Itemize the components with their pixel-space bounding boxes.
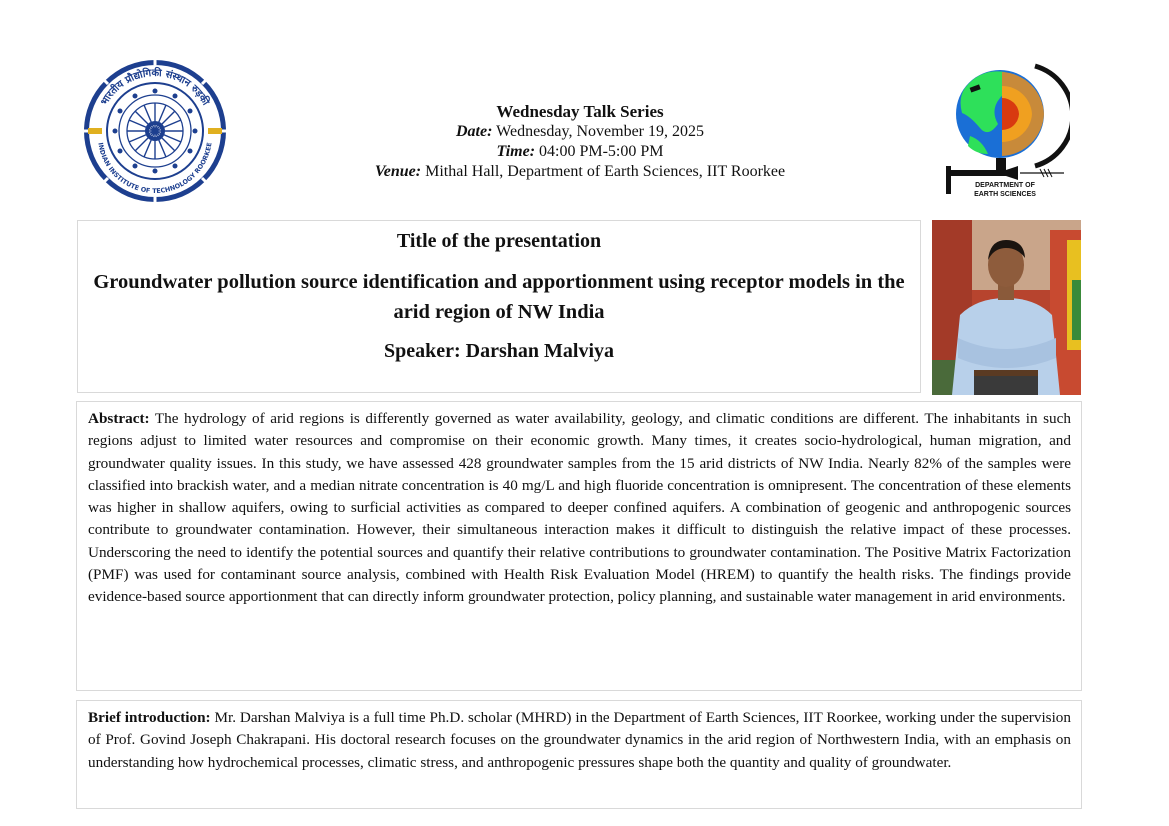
date-line [300, 122, 860, 142]
iit-roorkee-seal [80, 56, 230, 206]
introduction-text: Mr. Darshan Malviya is a full time Ph.D. scholar (MHRD) in the Department of Earth Sciences, IIT Roorkee, working under the supervision of Prof. Govind Joseph Chakrapani. His doctoral research focuses on the groundwater dynamics in the arid region of Northwestern India, with an emphasis on understanding how hydrochemical processes, climatic stress, and anthropogenic pressures shape both the quantity and quality of groundwater. [88, 709, 1071, 771]
venue-label: Venue: [374, 163, 422, 180]
series-title: Wednesday Talk Series [496, 102, 664, 121]
date-value: Wednesday, November 19, 2025 [492, 123, 704, 140]
speaker-name: Speaker: Darshan Malviya [384, 340, 614, 362]
title-heading: Title of the presentation [396, 230, 602, 252]
presentation-title-box [77, 220, 921, 393]
iit-roorkee-logo [80, 56, 230, 206]
abstract-label: Abstract: [88, 410, 150, 427]
earth-sciences-logo [940, 58, 1070, 200]
seal-english-text: INDIAN INSTITUTE OF TECHNOLOGY ROORKEE [96, 141, 214, 196]
dept-logo-line2: EARTH SCIENCES [974, 191, 1036, 198]
introduction-label: Brief introduction: [88, 709, 211, 726]
speaker-photo [932, 220, 1081, 395]
globe-hammer-icon [940, 58, 1070, 200]
dept-logo-line1: DEPARTMENT OF [975, 182, 1035, 189]
venue-value: Mithal Hall, Department of Earth Sciences, IIT Roorkee [421, 163, 786, 180]
abstract-text: The hydrology of arid regions is differently governed as water availability, geology, and climatic conditions are different. The inhabitants in such regions adjust to limited water resources and compromise on their economic growth. Many times, it creates socio-hydrological, human migration, and groundwater quality issues. In this study, we have assessed 428 groundwater samples from the 15 arid districts of NW India. Nearly 82% of the samples were classified into brackish water, and a median nitrate concentration is 40 mg/L and high fluoride concentration is omnipresent. The concentration of these elements was higher in shallow aquifers, owing to surficial activities as compared to deeper confined aquifers. A combination of geogenic and anthropogenic sources contribute to groundwater contamination. However, their simultaneous interaction makes it difficult to distinguish the relative impact of these processes. Underscoring the need to identify the potential sources and quantify their relative contributions to groundwater contamination. The Positive Matrix Factorization (PMF) was used for contaminant source analysis, combined with Health Risk Evaluation Model (HREM) to quantify the health risks. The findings provide evidence-based source apportionment that can directly inform groundwater protection, policy planning, and sustainable water management in arid environments. [88, 410, 1071, 606]
time-line [300, 142, 860, 162]
speaker-portrait-image [932, 220, 1081, 395]
time-label: Time: [496, 143, 536, 160]
date-label: Date: [456, 123, 493, 140]
abstract-box [76, 401, 1082, 691]
talk-title: Groundwater pollution source identification and apportionment using receptor models in the arid region of NW India [93, 271, 905, 323]
time-value: 04:00 PM-5:00 PM [535, 143, 664, 160]
seal-hindi-text: भारतीय प्रौद्योगिकी संस्थान रुड़की [99, 67, 211, 108]
introduction-box [76, 700, 1082, 809]
talk-header [300, 102, 860, 182]
venue-line [300, 162, 860, 182]
